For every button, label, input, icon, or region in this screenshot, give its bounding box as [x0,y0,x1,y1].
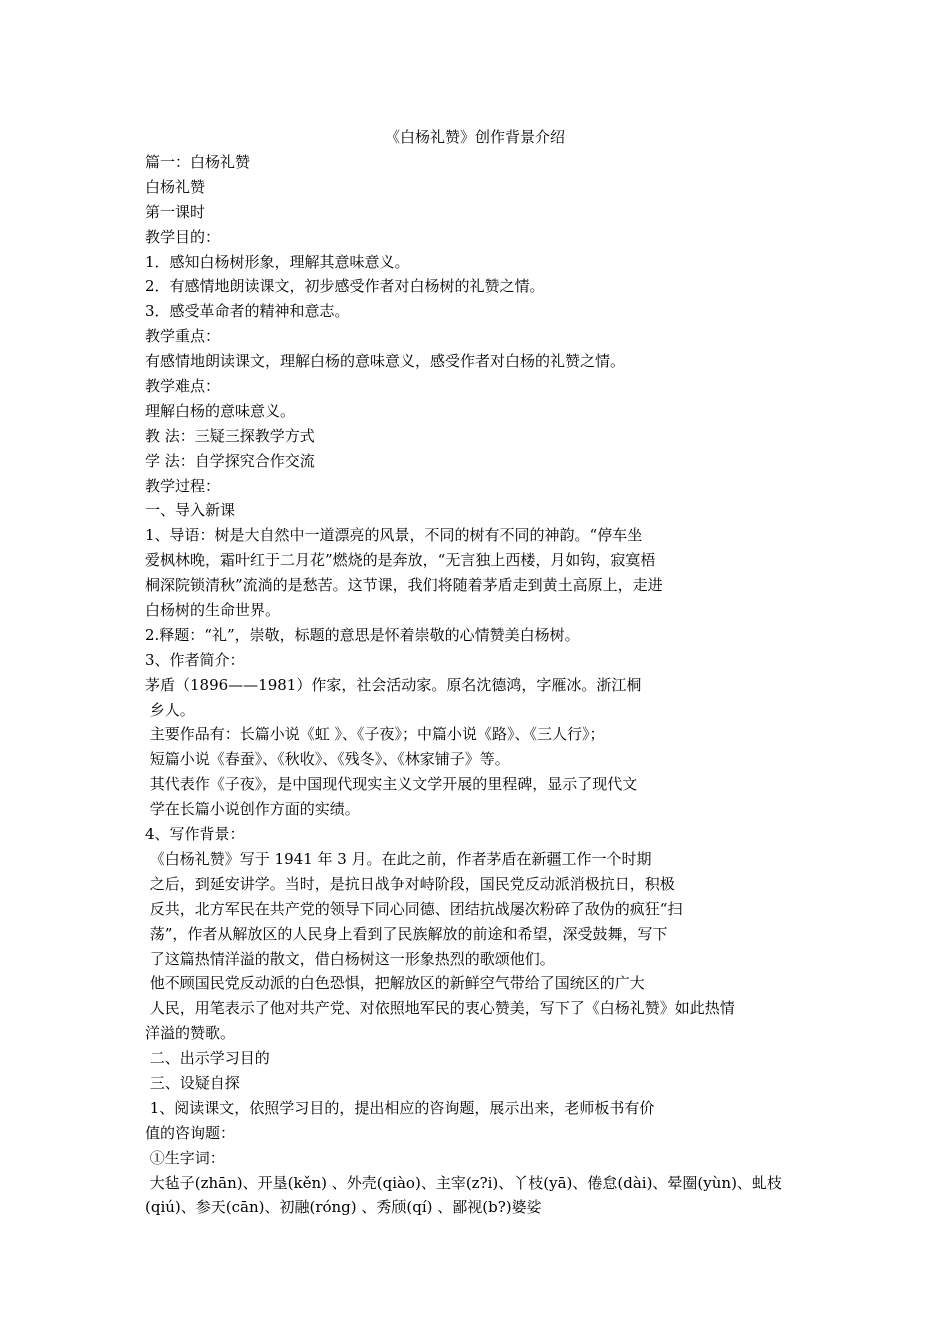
text-line: 3．感受革命者的精神和意志。 [145,302,350,321]
document-body [145,150,825,1220]
text-line: 1．感知白杨树形象，理解其意味意义。 [145,252,410,271]
text-line: 学在长篇小说创作方面的实绩。 [145,800,360,819]
text-line: (qiú)、参天(cān)、初融(róng) 、秀颀(qí) 、鄙视(b?)婆娑 [145,1198,542,1217]
text-line: 教学难点： [145,377,221,396]
text-line: 教 法：三疑三探教学方式 [145,426,315,445]
text-line: 第一课时 [145,202,206,221]
text-line: 教学过程： [145,476,221,495]
text-line: 《白杨礼赞》写于 1941 年 3 月。在此之前，作者茅盾在新疆工作一个时期 [145,849,652,868]
text-line: 白杨树的生命世界。 [145,601,281,620]
text-line: 1、阅读课文，依照学习目的，提出相应的咨询题，展示出来，老师板书有价 [145,1098,655,1117]
text-line: 1、导语：树是大自然中一道漂亮的风景，不同的树有不同的神韵。“停车坐 [145,526,643,545]
text-line: 三、设疑自探 [145,1073,240,1092]
text-line: 教学重点： [145,327,221,346]
text-line: 主要作品有：长篇小说《虹 》、《子夜》；中篇小说《路》、《三人行》； [145,725,605,744]
text-line: 有感情地朗读课文，理解白杨的意味意义，感受作者对白杨的礼赞之情。 [145,352,626,371]
text-line: 教学目的： [145,227,221,246]
text-line: 其代表作《子夜》，是中国现代现实主义文学开展的里程碑，显示了现代文 [145,775,638,794]
text-line: 4、写作背景： [145,825,245,844]
text-line: 大毡子(zhān)、开垦(kěn) 、外壳(qiào)、主宰(z?i)、丫枝(yā)、倦怠(dài)、晕圈(yùn)、虬枝 [145,1173,782,1192]
text-line: 乡人。 [145,700,195,719]
text-line: 理解白杨的意味意义。 [145,401,296,420]
text-line: 了这篇热情洋溢的散文，借白杨树这一形象热烈的歌颂他们。 [145,949,555,968]
text-line: 二、出示学习目的 [145,1049,270,1068]
text-line: 桐深院锁清秋”流淌的是愁苦。这节课，我们将随着茅盾走到黄土高原上，走进 [145,576,663,595]
text-line: 2．有感情地朗读课文，初步感受作者对白杨树的礼赞之情。 [145,277,545,296]
text-line: 洋溢的赞歌。 [145,1024,236,1043]
text-line: 茅盾（1896——1981）作家，社会活动家。原名沈德鸿，字雁冰。浙江桐 [145,675,642,694]
text-line: 反共，北方军民在共产党的领导下同心同德、团结抗战屡次粉碎了敌伪的疯狂“扫 [145,899,683,918]
text-line: 短篇小说《春蚕》、《秋收》、《残冬》、《林家铺子》等。 [145,750,510,769]
text-line: 3、作者简介： [145,650,245,669]
text-line: 他不顾国民党反动派的白色恐惧，把解放区的新鲜空气带给了国统区的广大 [145,974,645,993]
text-line: 学 法：自学探究合作交流 [145,451,315,470]
text-line: ①生字词： [145,1148,225,1167]
text-line: 爱枫林晚，霜叶红于二月花”燃烧的是奔放，“无言独上西楼，月如钩，寂寞梧 [145,551,656,570]
text-line: 白杨礼赞 [145,177,206,196]
text-line: 2.释题：“礼”，崇敬，标题的意思是怀着崇敬的心情赞美白杨树。 [145,625,580,644]
text-line: 荡”，作者从解放区的人民身上看到了民族解放的前途和希望，深受鼓舞，写下 [145,924,668,943]
text-line: 篇一：白杨礼赞 [145,153,251,171]
text-line: 值的咨询题： [145,1123,236,1142]
text-line: 一、导入新课 [145,501,236,520]
text-line: 之后，到延安讲学。当时，是抗日战争对峙阶段，国民党反动派消极抗日，积极 [145,874,675,893]
document-title: 《白杨礼赞》创作背景介绍 [384,128,565,146]
text-line: 人民，用笔表示了他对共产党、对依照地军民的衷心赞美，写下了《白杨礼赞》如此热情 [145,999,735,1018]
